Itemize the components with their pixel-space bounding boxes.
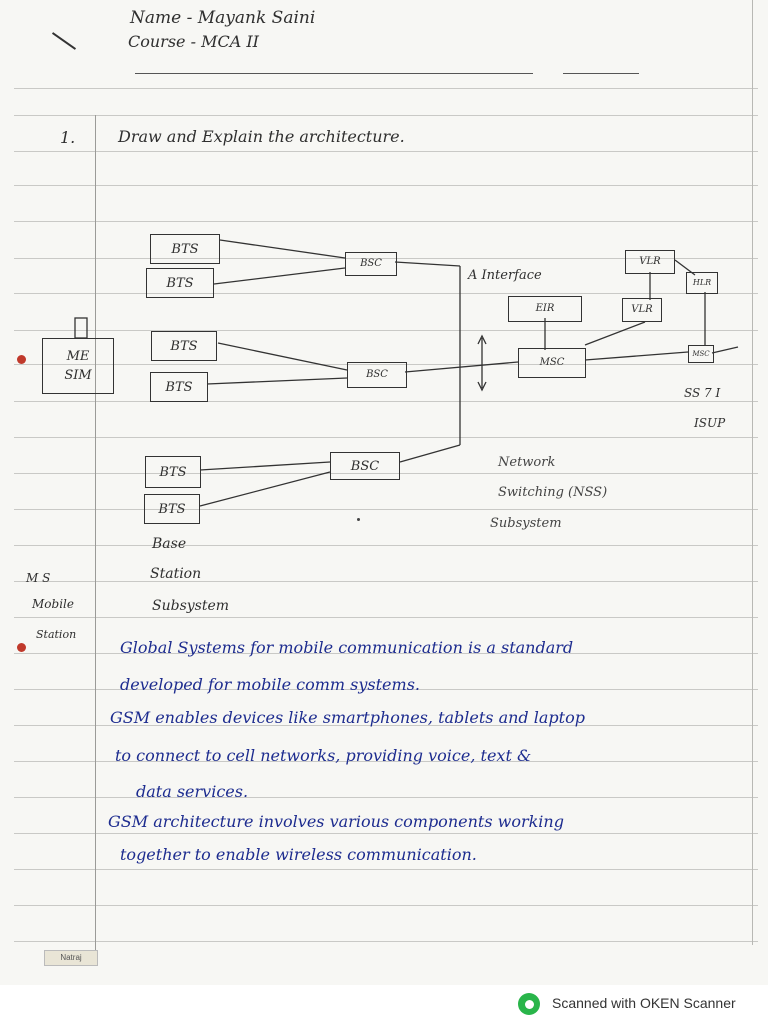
rule-line: [14, 437, 758, 438]
student-name: Name - Mayank Saini: [130, 8, 316, 28]
rule-line: [14, 509, 758, 510]
bsc-box: BSC: [345, 252, 397, 276]
pen-tick-mark: [52, 32, 76, 50]
bsc-box: BSC: [330, 452, 400, 480]
margin-line-right: [752, 0, 753, 945]
question-text: Draw and Explain the architecture.: [118, 127, 405, 146]
bts-box: BTS: [150, 234, 220, 264]
nss-label-line: Switching (NSS): [498, 485, 608, 500]
bss-label-line: Subsystem: [152, 598, 230, 614]
bss-label-line: Base: [152, 536, 187, 552]
ms-label-line: Mobile: [32, 597, 74, 611]
rule-line: [14, 221, 758, 222]
eir-box: EIR: [508, 296, 582, 322]
rule-line: [14, 869, 758, 870]
rule-line: [14, 88, 758, 89]
rule-line: [14, 941, 758, 942]
rule-line: [14, 293, 758, 294]
hlr-box: HLR: [686, 272, 718, 294]
notebook-brand-tag: Natraj: [44, 950, 98, 966]
a-interface-label: A Interface: [468, 268, 542, 283]
rule-line: [14, 330, 758, 331]
bts-box: BTS: [144, 494, 200, 524]
ms-label-line: M S: [26, 571, 51, 585]
margin-line: [95, 115, 96, 955]
nss-label-line: Subsystem: [490, 516, 562, 531]
header-underline: [135, 73, 533, 74]
answer-line: GSM enables devices like smartphones, tablets and laptop: [110, 708, 585, 727]
nss-label-line: Network: [498, 455, 556, 470]
rule-line: [14, 151, 758, 152]
answer-line: GSM architecture involves various components working: [108, 812, 564, 831]
rule-line: [14, 581, 758, 582]
scanner-watermark-text: Scanned with OKEN Scanner: [552, 995, 736, 1011]
answer-line: developed for mobile comm systems.: [120, 675, 420, 694]
header-underline-short: [563, 73, 639, 74]
isup-label: ISUP: [694, 416, 726, 430]
pencil-dot: [357, 518, 360, 521]
rule-line: [14, 905, 758, 906]
ss7-label: SS 7 I: [684, 386, 721, 400]
punch-hole: [17, 643, 26, 652]
bts-box: BTS: [150, 372, 208, 402]
course-name: Course - MCA II: [128, 32, 259, 51]
answer-line: together to enable wireless communication.: [120, 845, 477, 864]
rule-line: [14, 833, 758, 834]
answer-line: data services.: [136, 782, 249, 801]
vlr-box: VLR: [622, 298, 662, 322]
rule-line: [14, 401, 758, 402]
bts-box: BTS: [146, 268, 214, 298]
me-label: ME: [66, 349, 90, 364]
punch-hole: [17, 355, 26, 364]
rule-line: [14, 797, 758, 798]
rule-line: [14, 185, 758, 186]
sim-label: SIM: [64, 368, 92, 383]
answer-line: Global Systems for mobile communication is a standard: [120, 638, 574, 657]
bts-box: BTS: [145, 456, 201, 488]
rule-line: [14, 617, 758, 618]
bss-label-line: Station: [150, 566, 202, 582]
mobile-station-box: [42, 338, 114, 394]
msc-box: MSC: [518, 348, 586, 378]
bsc-box: BSC: [347, 362, 407, 388]
ms-label-line: Station: [36, 628, 77, 641]
rule-line: [14, 115, 758, 116]
answer-line: to connect to cell networks, providing voice, text &: [115, 746, 532, 765]
rule-line: [14, 545, 758, 546]
bts-box: BTS: [151, 331, 217, 361]
oken-scanner-logo-icon: [518, 993, 540, 1015]
question-number: 1.: [60, 128, 76, 147]
gmsc-box: MSC: [688, 345, 714, 363]
vlr-box: VLR: [625, 250, 675, 274]
